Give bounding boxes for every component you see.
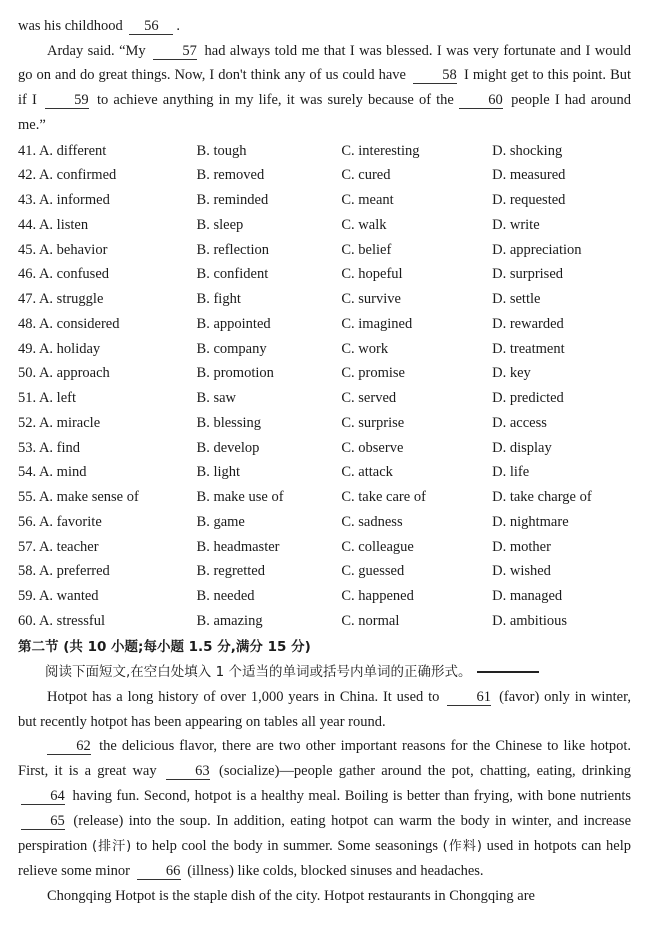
hotpot-paragraph-2	[18, 734, 631, 884]
option-a: 46. A. confused	[18, 266, 110, 283]
option-row	[18, 312, 631, 337]
option-c: C. normal	[341, 612, 400, 629]
option-c: C. surprise	[341, 414, 405, 431]
option-d: D. mother	[492, 538, 551, 555]
option-c: C. meant	[341, 192, 394, 209]
option-a: 53. A. find	[18, 439, 81, 456]
blank-56: 56	[129, 18, 173, 35]
option-c: C. cured	[341, 167, 391, 184]
option-d: D. access	[492, 414, 547, 431]
option-row	[18, 609, 631, 634]
option-c: C. observe	[341, 439, 404, 456]
option-a: 52. A. miracle	[18, 414, 101, 431]
blank-66: 66	[137, 863, 181, 880]
blank-60: 60	[459, 92, 503, 109]
blank-61: 61	[447, 689, 491, 706]
option-b: B. regretted	[196, 563, 265, 580]
option-row	[18, 485, 631, 510]
option-d: D. key	[492, 365, 531, 382]
option-c: C. imagined	[341, 315, 413, 332]
option-c: C. guessed	[341, 563, 405, 580]
option-a: 41. A. different	[18, 142, 107, 159]
option-row	[18, 510, 631, 535]
option-a: 56. A. favorite	[18, 513, 102, 530]
option-row	[18, 362, 631, 387]
option-a: 47. A. struggle	[18, 291, 104, 308]
chinese-gloss: (排汗)	[91, 838, 132, 854]
option-a: 49. A. holiday	[18, 340, 101, 357]
option-a: 44. A. listen	[18, 216, 89, 233]
text: (illness) like colds, blocked sinuses and headaches.	[187, 863, 484, 880]
option-b: B. removed	[196, 167, 265, 184]
option-row	[18, 263, 631, 288]
text: .	[176, 18, 180, 34]
option-a: 60. A. stressful	[18, 612, 105, 629]
blank-58: 58	[413, 67, 457, 84]
option-row	[18, 337, 631, 362]
option-row	[18, 584, 631, 609]
option-a: 54. A. mind	[18, 464, 87, 481]
option-d: D. requested	[492, 192, 566, 209]
option-c: C. sadness	[341, 513, 403, 530]
text: (release) into the soup. In addition, eating hotpot can warm the body in winter, and increase perspiration	[18, 812, 632, 854]
option-d: D. take charge of	[492, 489, 592, 506]
section-title: 第二节 (共 10 小题;每小题 1.5 分,满分 15 分)	[18, 638, 311, 655]
option-b: B. appointed	[196, 315, 271, 332]
option-b: B. headmaster	[196, 538, 280, 555]
underline-mark	[477, 671, 539, 673]
option-d: D. write	[492, 216, 540, 233]
option-c: C. served	[341, 390, 397, 407]
passage-paragraph	[18, 39, 631, 138]
text: to achieve anything in my life, it was surely because of the	[97, 92, 454, 109]
option-c: C. take care of	[341, 489, 426, 506]
option-d: D. measured	[492, 167, 566, 184]
text: had always told me that I was blessed. I was very fortunate and	[204, 42, 582, 59]
text: having fun. Second, hotpot is a healthy meal. Boiling is better than frying, with bone nutrients	[72, 787, 631, 804]
option-d: D. settle	[492, 291, 541, 308]
option-d: D. treatment	[492, 340, 565, 357]
option-c: C. promise	[341, 365, 405, 382]
option-row	[18, 238, 631, 263]
option-b: B. reflection	[196, 241, 270, 258]
option-c: C. survive	[341, 291, 401, 308]
option-c: C. interesting	[341, 142, 420, 159]
option-b: B. sleep	[196, 216, 244, 233]
option-a: 45. A. behavior	[18, 241, 108, 258]
text: Arday said. “My	[47, 42, 146, 59]
option-a: 48. A. considered	[18, 315, 120, 332]
option-d: D. predicted	[492, 390, 564, 407]
option-c: C. attack	[341, 464, 393, 481]
text: people I had around me.”	[18, 92, 632, 133]
hotpot-paragraph-3	[18, 884, 631, 908]
option-d: D. life	[492, 464, 530, 481]
option-b: B. light	[196, 464, 241, 481]
option-b: B. needed	[196, 588, 255, 605]
option-b: B. promotion	[196, 365, 274, 382]
chinese-gloss: (作料)	[442, 838, 482, 854]
blank-59: 59	[45, 92, 89, 109]
option-c: C. walk	[341, 216, 387, 233]
instruction-text: 阅读下面短文,在空白处填入 1 个适当的单词或括号内单词的正确形式。	[45, 663, 472, 680]
option-c: C. hopeful	[341, 266, 403, 283]
option-a: 55. A. make sense of	[18, 489, 139, 506]
option-a: 58. A. preferred	[18, 563, 110, 580]
option-b: B. tough	[196, 142, 247, 159]
option-c: C. colleague	[341, 538, 414, 555]
option-c: C. work	[341, 340, 389, 357]
text: the delicious flavor, there are two other important reasons for the Chinese to like hotpot. First, it is a great way	[18, 738, 631, 780]
blank-65: 65	[21, 813, 65, 830]
option-b: B. fight	[196, 291, 241, 308]
option-row	[18, 287, 631, 312]
text: I would go on and do great things. Now, I don't think any of us could have	[18, 42, 632, 84]
text: Chongqing Hotpot is the staple dish of the city. Hotpot restaurants in Chongqing are	[47, 888, 535, 905]
option-row	[18, 386, 631, 411]
blank-63: 63	[166, 763, 210, 780]
text: (favor) only in winter, but recently hotpot has been appearing on tables all year round.	[18, 688, 631, 730]
option-a: 43. A. informed	[18, 192, 110, 209]
option-row	[18, 213, 631, 238]
text: to this point. But if I	[18, 67, 632, 109]
option-d: D. nightmare	[492, 513, 569, 530]
option-b: B. saw	[196, 390, 237, 407]
option-b: B. amazing	[196, 612, 263, 629]
text: Hotpot has a long history of over 1,000 years in China. It used to	[47, 688, 440, 705]
option-d: D. ambitious	[492, 612, 568, 629]
option-d: D. surprised	[492, 266, 564, 283]
blank-57: 57	[153, 43, 197, 60]
option-d: D. managed	[492, 588, 563, 605]
option-d: D. wished	[492, 563, 551, 580]
option-a: 51. A. left	[18, 390, 76, 407]
option-row	[18, 436, 631, 461]
option-a: 50. A. approach	[18, 365, 110, 382]
option-a: 59. A. wanted	[18, 588, 99, 605]
option-b: B. develop	[196, 439, 260, 456]
option-b: B. make use of	[196, 489, 284, 506]
option-d: D. rewarded	[492, 315, 564, 332]
option-row	[18, 461, 631, 486]
text: to help cool the body in summer. Some seasonings	[135, 837, 438, 854]
option-row	[18, 164, 631, 189]
option-d: D. shocking	[492, 142, 563, 159]
options-list	[18, 139, 631, 634]
option-c: C. belief	[341, 241, 392, 258]
option-row	[18, 139, 631, 164]
blank-62: 62	[47, 738, 91, 755]
option-d: D. appreciation	[492, 241, 582, 258]
option-b: B. company	[196, 340, 267, 357]
option-a: 42. A. confirmed	[18, 167, 117, 184]
option-b: B. blessing	[196, 414, 261, 431]
blank-64: 64	[21, 788, 65, 805]
section-instruction	[18, 659, 631, 685]
option-b: B. reminded	[196, 192, 269, 209]
hotpot-paragraph-1	[18, 685, 631, 735]
text: used in hotpots can help relieve some minor	[18, 837, 632, 880]
option-row	[18, 560, 631, 585]
option-d: D. display	[492, 439, 552, 456]
option-a: 57. A. teacher	[18, 538, 99, 555]
text: I might get	[463, 67, 529, 84]
option-b: B. confident	[196, 266, 269, 283]
text: was his childhood	[18, 18, 123, 34]
option-row	[18, 535, 631, 560]
option-c: C. happened	[341, 588, 414, 605]
option-row	[18, 411, 631, 436]
option-b: B. game	[196, 513, 245, 530]
option-row	[18, 188, 631, 213]
passage-line-1	[18, 14, 631, 39]
text: (socialize)—people gather around the pot, chatting, eating, drinking	[219, 763, 631, 780]
